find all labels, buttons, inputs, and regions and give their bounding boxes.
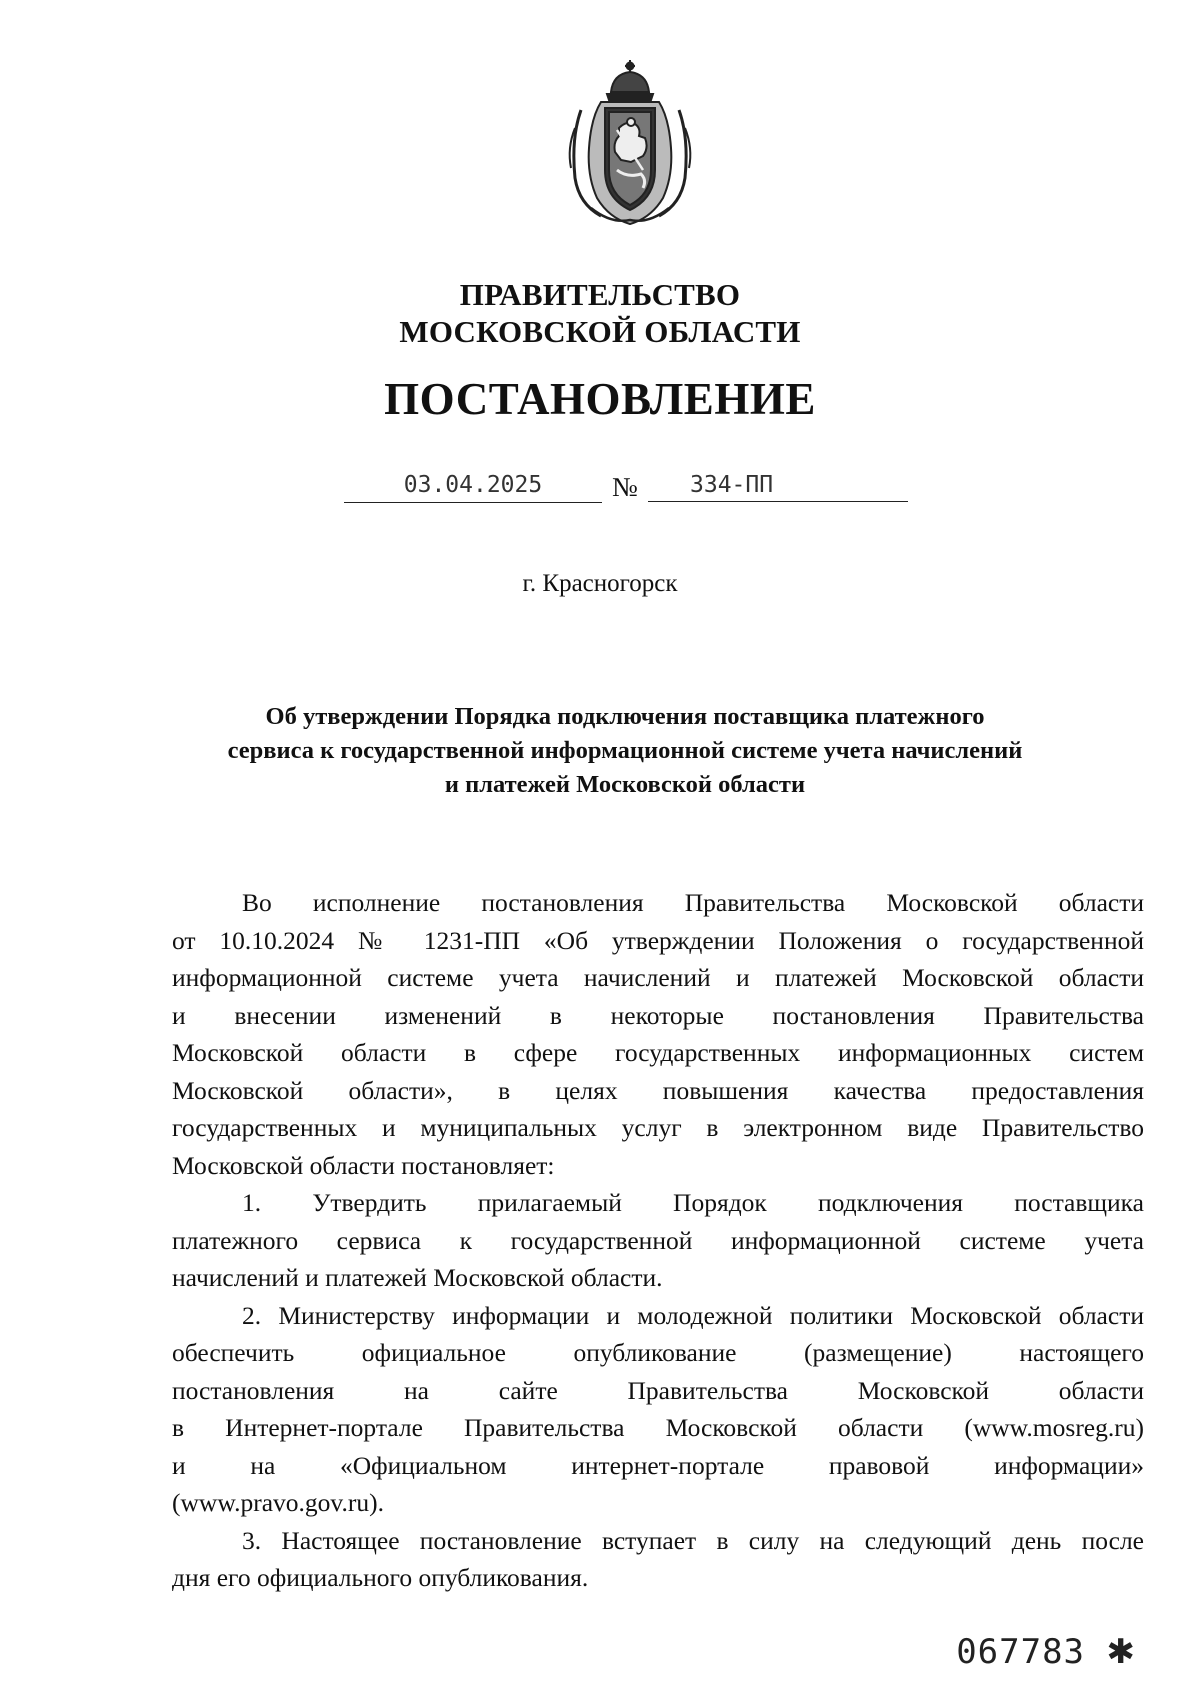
text-line: в Интернет-портале Правительства Московской области (www.mosreg.ru) — [172, 1413, 1144, 1442]
text-line: Московской области постановляет: — [172, 1150, 555, 1180]
text-line: постановления на сайте Правительства Московской области — [172, 1375, 1144, 1405]
number-sign: № — [612, 472, 638, 502]
title-line: и платежей Московской области — [444, 771, 806, 798]
asterisk-icon: ✱ — [1106, 1632, 1136, 1672]
text-line: 2. Министерству информации и молодежной политики Московской области — [242, 1300, 1144, 1330]
serial-number — [956, 1632, 1136, 1672]
text-line: дня его официального опубликования. — [172, 1563, 589, 1592]
text-line: 3. Настоящее постановление вступает в силу на следующий день после — [242, 1525, 1144, 1555]
text-line: государственных и муниципальных услуг в электронном виде Правительство — [172, 1113, 1144, 1142]
text-line: платежного сервиса к государственной информационной системе учета — [172, 1225, 1144, 1255]
text-line: информационной системе учета начислений и платежей Московской области — [172, 963, 1144, 992]
text-line: 1. Утвердить прилагаемый Порядок подключения поставщика — [242, 1188, 1144, 1217]
text-line: Во исполнение постановления Правительства Московской области — [242, 888, 1144, 917]
document-title — [190, 700, 1060, 802]
organization-name-line1: ПРАВИТЕЛЬСТВО — [459, 277, 741, 312]
text-line: Московской области», в целях повышения качества предоставления — [172, 1075, 1144, 1105]
text-line: (www.pravo.gov.ru). — [172, 1488, 384, 1517]
document-number: 334-ПП — [648, 468, 908, 502]
organization-name-line2: МОСКОВСКОЙ ОБЛАСТИ — [399, 314, 801, 349]
text-line: начислений и платежей Московской области. — [172, 1263, 663, 1292]
text-line: и на «Официальном интернет-портале правовой информации» — [172, 1450, 1144, 1480]
coat-of-arms-emblem — [561, 58, 699, 226]
serial-number-value: 067783 — [956, 1632, 1086, 1672]
item-3-paragraph — [172, 1522, 1144, 1597]
text-line: от 10.10.2024 № 1231-ПП «Об утверждении Положения о государственной — [172, 925, 1144, 955]
document-type: ПОСТАНОВЛЕНИЕ — [384, 374, 816, 424]
item-1-paragraph — [172, 1184, 1144, 1297]
text-line: Московской области в сфере государственных информационных систем — [172, 1038, 1144, 1067]
title-line: сервиса к государственной информационной системе учета начислений — [227, 737, 1023, 764]
text-line: обеспечить официальное опубликование (размещение) настоящего — [172, 1338, 1144, 1367]
preamble-paragraph — [172, 884, 1144, 1184]
city: г. Красногорск — [522, 570, 678, 597]
document-body — [172, 884, 1144, 1597]
title-line: Об утверждении Порядка подключения поставщика платежного — [265, 703, 985, 730]
document-date: 03.04.2025 — [344, 468, 602, 503]
registration-row — [0, 468, 1200, 508]
text-line: и внесении изменений в некоторые постановления Правительства — [172, 1000, 1144, 1030]
item-2-paragraph — [172, 1297, 1144, 1522]
